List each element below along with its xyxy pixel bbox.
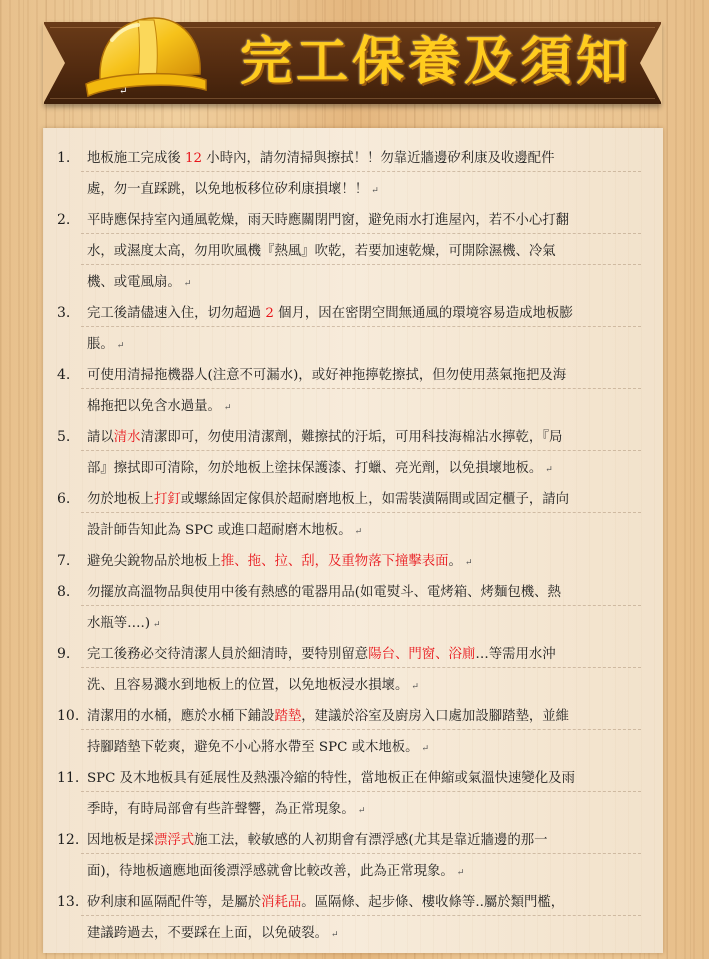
item-text: 避免尖銳物品於地板上: [87, 554, 221, 569]
hard-hat-icon: [82, 10, 210, 110]
return-mark: ↵: [223, 403, 232, 413]
item-number: 10.: [57, 708, 80, 724]
item-text: SPC 及木地板具有延展性及熱漲冷縮的特性，當地板正在伸縮或氣溫快速變化及雨: [87, 771, 575, 786]
item-text: 。區隔條、起步條、樓收條等..屬於類門檻，: [301, 895, 565, 910]
item-text: …等需用水沖: [475, 647, 556, 662]
line-divider: [81, 667, 641, 668]
line-divider: [81, 264, 641, 265]
line-divider: [81, 233, 641, 234]
item-text: 持腳踏墊下乾爽，避免不小心將水帶至 SPC 或木地板。: [87, 740, 419, 755]
item-line: [87, 422, 562, 453]
return-mark: ↵: [421, 744, 430, 754]
line-divider: [81, 512, 641, 513]
item-number: 8.: [57, 584, 71, 600]
item-text: 處，勿一直踩跳，以免地板移位矽利康損壞！！: [87, 182, 369, 197]
item-line: [87, 732, 429, 765]
item-text: 勿於地板上: [87, 492, 154, 507]
item-number: 2.: [57, 212, 71, 228]
item-text: 部』擦拭即可清除，勿於地板上塗抹保護漆、打蠟、亮光劑，以免損壞地板。: [87, 461, 543, 476]
item-text: 水，或濕度太高，勿用吹風機『熱風』吹乾，若要加速乾燥，可開除濕機、冷氣: [87, 244, 556, 259]
line-divider: [81, 853, 641, 854]
item-line: [87, 763, 575, 794]
item-text: 季時，有時局部會有些許聲響，為正常現象。: [87, 802, 355, 817]
line-divider: [81, 326, 641, 327]
return-mark: ↵: [153, 620, 161, 630]
return-mark: ↵: [354, 527, 363, 537]
return-mark: ↵: [545, 465, 553, 475]
item-text: 清潔用的水桶，應於水桶下鋪設: [87, 709, 275, 724]
return-mark: ↵: [456, 868, 465, 878]
item-text: 建議跨過去，不要踩在上面，以免破裂。: [87, 926, 329, 941]
item-text: 請以: [87, 430, 114, 445]
item-line: [87, 298, 573, 329]
item-number: 5.: [57, 429, 71, 445]
item-text: 水瓶等….): [87, 616, 151, 631]
item-line: [87, 143, 554, 174]
item-line: [87, 391, 231, 424]
item-text: 完工後請儘速入住，切勿超過: [87, 306, 266, 321]
page-title: 完工保養及須知: [240, 32, 633, 92]
line-divider: [81, 450, 641, 451]
item-line: [87, 360, 566, 391]
item-line: [87, 639, 556, 670]
highlight-text: 陽台、門窗、浴廁: [368, 647, 476, 662]
item-text: 機、或電風扇。: [87, 275, 181, 290]
item-text: 棉拖把以免含水過量。: [87, 399, 221, 414]
line-divider: [81, 791, 641, 792]
return-mark: ↵: [371, 186, 379, 196]
highlight-text: 2: [265, 306, 274, 321]
item-text: 清潔即可，勿使用清潔劑，難擦拭的汙垢，可用科技海棉沾水擰乾，『局: [140, 430, 563, 445]
item-text: 或螺絲固定傢俱於超耐磨地板上，如需裝潢隔間或固定櫃子，請向: [180, 492, 570, 507]
highlight-text: 打釘: [153, 492, 181, 507]
item-number: 12.: [57, 832, 80, 848]
item-line: [87, 608, 161, 641]
item-text: 個月，因在密閉空間無通風的環境容易造成地板膨: [273, 306, 573, 321]
line-divider: [81, 171, 641, 172]
item-number: 4.: [57, 367, 71, 383]
highlight-text: 12: [185, 151, 203, 166]
line-divider: [81, 388, 641, 389]
item-number: 11.: [57, 770, 80, 786]
line-divider: [81, 729, 641, 730]
item-line: [87, 205, 569, 236]
item-text: 脹。: [87, 337, 114, 352]
highlight-text: 清水: [113, 430, 141, 445]
item-text: 面)，待地板適應地面後漂浮感就會比較改善，此為正常現象。: [87, 864, 454, 879]
item-text: 小時內，請勿清掃與擦拭！！勿靠近牆邊矽利康及收邊配件: [202, 151, 555, 166]
return-mark: ↵: [464, 558, 473, 568]
line-divider: [81, 915, 641, 916]
item-line: [87, 887, 564, 918]
notice-card: [43, 128, 663, 953]
item-line: [87, 267, 191, 300]
item-text: 因地板是採: [87, 833, 154, 848]
highlight-text: 消耗品: [261, 895, 302, 910]
highlight-text: 推、拖、拉、刮，及重物落下撞擊表面: [220, 554, 449, 569]
highlight-text: 漂浮式: [153, 833, 195, 848]
return-mark: ↵: [357, 806, 366, 816]
item-text: 完工後務必交待清潔人員於細清時，要特別留意: [87, 647, 369, 662]
item-text: 。: [448, 554, 462, 569]
item-number: 1.: [57, 150, 71, 166]
item-line: [87, 856, 464, 889]
item-line: [87, 825, 548, 856]
return-mark: ↵: [183, 279, 192, 289]
item-line: [87, 701, 569, 732]
return-mark: ↵: [411, 682, 419, 692]
item-text: 洗、且容易濺水到地板上的位置，以免地板浸水損壞。: [87, 678, 409, 693]
highlight-text: 踏墊: [274, 709, 302, 724]
item-text: 平時應保持室內通風乾燥，雨天時應關閉門窗，避免雨水打進屋內，若不小心打翻: [87, 213, 570, 228]
item-text: 可使用清掃拖機器人(注意不可漏水)，或好神拖擰乾擦拭，但勿使用蒸氣拖把及海: [87, 368, 567, 383]
item-line: [87, 794, 365, 827]
item-number: 6.: [57, 491, 71, 507]
item-line: [87, 174, 379, 207]
item-text: 矽利康和區隔配件等，是屬於: [87, 895, 262, 910]
item-line: [87, 329, 124, 362]
item-text: 設計師告知此為 SPC 或進口超耐磨木地板。: [87, 523, 352, 538]
item-line: [87, 236, 556, 267]
item-number: 3.: [57, 305, 71, 321]
item-number: 13.: [57, 894, 80, 910]
item-line: [87, 546, 472, 579]
line-divider: [81, 605, 641, 606]
item-text: 地板施工完成後: [87, 151, 185, 166]
return-mark: ↵: [331, 930, 339, 940]
item-line: [87, 484, 569, 515]
item-line: [87, 670, 419, 703]
return-mark: ↵: [116, 341, 125, 351]
item-text: 施工法，較敏感的人初期會有漂浮感(尤其是靠近牆邊的那一: [194, 833, 548, 848]
item-line: [87, 453, 553, 486]
item-text: ，建議於浴室及廚房入口處加設腳踏墊，並維: [301, 709, 570, 724]
item-line: [87, 918, 339, 951]
item-number: 7.: [57, 553, 71, 569]
banner-return-mark: ↵: [119, 86, 128, 97]
item-number: 9.: [57, 646, 71, 662]
item-line: [87, 577, 561, 608]
item-text: 勿擺放高溫物品與使用中後有熱感的電器用品(如電熨斗、電烤箱、烤麵包機、熱: [87, 585, 561, 600]
item-line: [87, 515, 362, 548]
